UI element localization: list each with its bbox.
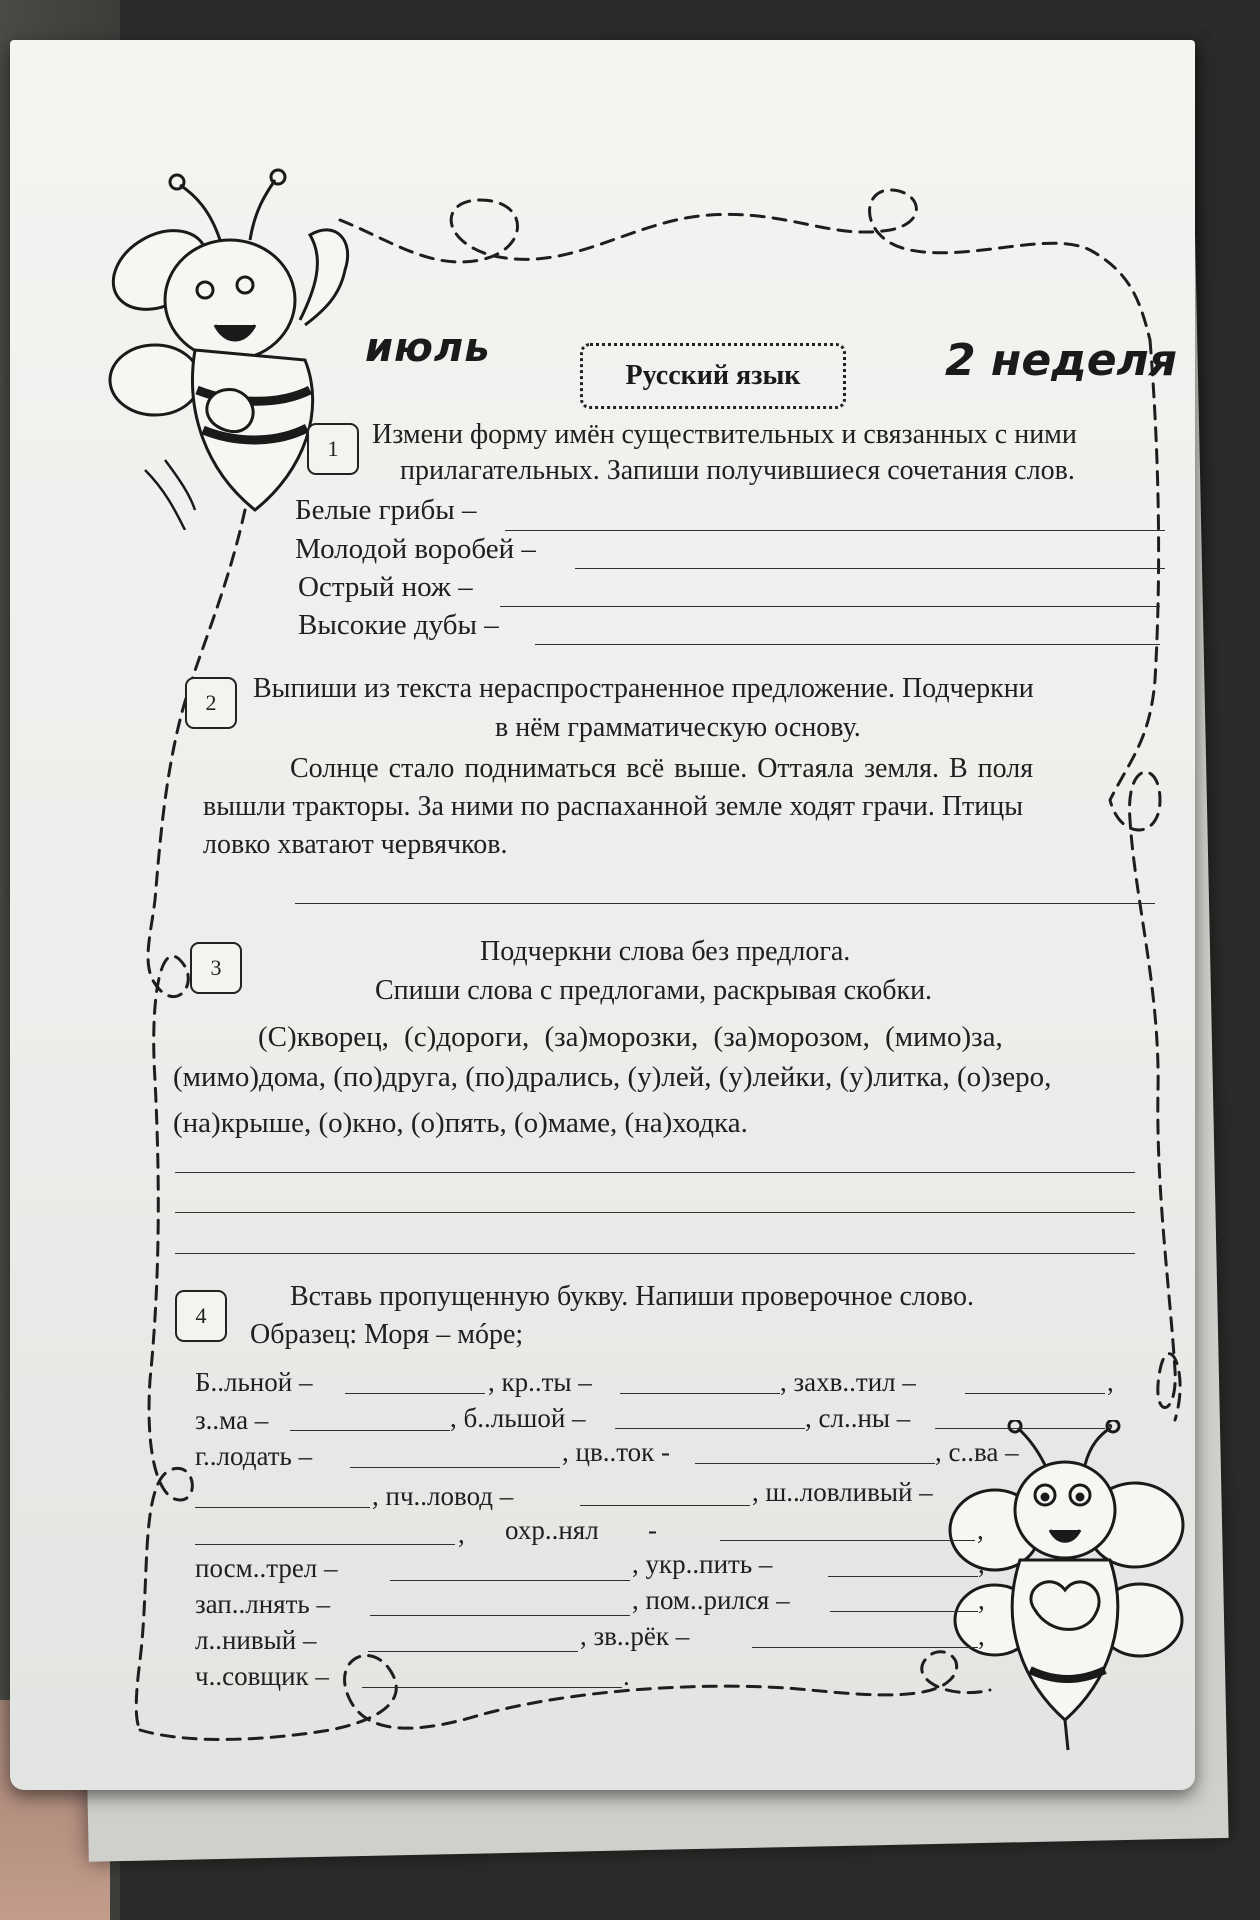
task-4-word-18: , пом..рился – [632, 1585, 790, 1615]
task-3-text-line2: (мимо)дома, (по)друга, (по)дрались, (у)лей, (у)лейки, (у)литка, (о)зеро, [173, 1061, 1052, 1093]
task-4-blank-16[interactable] [830, 1611, 978, 1612]
task-4-blank-15[interactable] [370, 1615, 630, 1616]
task-4-blank-12[interactable] [720, 1540, 975, 1541]
task-3-instruction-line1: Подчеркни слова без предлога. [480, 936, 851, 967]
task-1-item-1: Белые грибы – [295, 494, 477, 526]
task-4-blank-8[interactable] [695, 1463, 935, 1464]
task-3-answer-line-2[interactable] [175, 1212, 1135, 1213]
task-4-blank-19[interactable] [362, 1687, 622, 1688]
task-4-example: Образец: Моря – мóре; [250, 1319, 524, 1350]
task-3-instruction-line2: Спиши слова с предлогами, раскрывая скобки. [375, 975, 933, 1006]
task-3-answer-line-3[interactable] [175, 1253, 1135, 1254]
task-4-blank-11[interactable] [195, 1544, 455, 1545]
task-4-word-8: , цв..ток - [562, 1437, 670, 1467]
task-1-number: 1 [307, 423, 359, 475]
task-3-number: 3 [190, 942, 242, 994]
task-2-instruction-line2: в нём грамматическую основу. [495, 712, 861, 743]
task-4-blank-3[interactable] [965, 1393, 1105, 1394]
task-4-blank-17[interactable] [368, 1651, 578, 1652]
task-4-word-16: , укр..пить – [632, 1549, 773, 1579]
subject-box [580, 343, 846, 409]
task-4-word-2: , кр..ты – [488, 1367, 592, 1397]
task-4-word-10: , пч..ловод – [372, 1481, 514, 1511]
task-4-word-9: , с..ва – [935, 1437, 1019, 1467]
task-4-word-6: , сл..ны – [805, 1403, 911, 1433]
week-title: 2 неделя [945, 335, 1178, 386]
task-1-answer-line-2[interactable] [575, 568, 1165, 569]
task-4-comma-1: , [1107, 1367, 1114, 1397]
task-4-comma-3a: , [458, 1519, 465, 1549]
task-4-word-1: Б..льной – [195, 1367, 313, 1397]
task-4-blank-18[interactable] [752, 1647, 978, 1648]
task-4-comma-6: , [978, 1621, 985, 1651]
task-4-number: 4 [175, 1290, 227, 1342]
task-3-answer-line-1[interactable] [175, 1172, 1135, 1173]
task-2-text-line3: ловко хватают червячков. [203, 829, 508, 860]
task-1-instruction-line2: прилагательных. Запиши получившиеся сочетания слов. [400, 455, 1075, 486]
task-2-instruction-line1: Выпиши из текста нераспространенное предложение. Подчеркни [253, 673, 1034, 704]
task-2-answer-line[interactable] [295, 903, 1155, 904]
task-4-word-5: , б..льшой – [450, 1403, 586, 1433]
task-4-word-11: , ш..ловливый – [752, 1477, 933, 1507]
task-3-text-line3: (на)крыше, (о)кно, (о)пять, (о)маме, (на)ходка. [173, 1107, 748, 1139]
task-4-blank-10[interactable] [580, 1505, 750, 1506]
task-2-text-line2: вышли тракторы. За ними по распаханной земле ходят грачи. Птицы [203, 791, 1024, 822]
task-1-answer-line-4[interactable] [535, 644, 1160, 645]
task-4-comma-4: , [978, 1549, 985, 1579]
task-4-dash: - [648, 1515, 657, 1545]
task-1-answer-line-3[interactable] [500, 606, 1160, 607]
task-4-comma-3: , [977, 1515, 984, 1545]
task-4-word-15: посм..трел – [195, 1553, 338, 1583]
task-1-item-4: Высокие дубы – [298, 609, 499, 641]
task-1-instruction-line1: Измени форму имён существительных и связанных с ними [372, 419, 1077, 450]
task-4-blank-7[interactable] [350, 1467, 560, 1468]
task-4-blank-1[interactable] [345, 1393, 485, 1394]
task-4-instruction: Вставь пропущенную букву. Напиши проверочное слово. [290, 1281, 974, 1312]
task-1-answer-line-1[interactable] [505, 530, 1165, 531]
task-4-comma-2: , [1107, 1403, 1114, 1433]
task-4-word-19: л..нивый – [195, 1625, 317, 1655]
task-4-word-3: , захв..тил – [780, 1367, 916, 1397]
task-4-word-21: ч..совщик – [195, 1661, 329, 1691]
task-1-item-3: Острый нож – [298, 571, 473, 603]
subject-title: Русский язык [625, 360, 801, 391]
task-4-blank-4[interactable] [290, 1430, 450, 1431]
task-4-blank-5[interactable] [615, 1428, 805, 1429]
task-2-text-line1: Солнце стало подниматься всё выше. Оттаяла земля. В поля [290, 753, 1034, 784]
task-4-word-13: охр..нял [505, 1515, 599, 1545]
task-4-word-17: зап..лнять – [195, 1589, 330, 1619]
month-title: июль [365, 325, 491, 371]
task-4-word-4: з..ма – [195, 1405, 269, 1435]
task-4-end-period: . [623, 1661, 630, 1691]
task-4-blank-2[interactable] [620, 1393, 780, 1394]
task-4-comma-5: , [978, 1585, 985, 1615]
task-4-word-7: г..лодать – [195, 1441, 313, 1471]
task-4-blank-6[interactable] [935, 1428, 1105, 1429]
task-1-item-2: Молодой воробей – [295, 533, 536, 565]
task-4-blank-14[interactable] [828, 1576, 978, 1577]
task-4-blank-13[interactable] [390, 1580, 630, 1581]
workbook-page [10, 40, 1195, 1790]
task-2-number: 2 [185, 677, 237, 729]
task-3-text-line1: (С)кворец, (с)дороги, (за)морозки, (за)морозом, (мимо)за, [258, 1021, 1003, 1053]
task-4-word-20: , зв..рёк – [580, 1621, 690, 1651]
task-4-blank-9[interactable] [195, 1507, 370, 1508]
